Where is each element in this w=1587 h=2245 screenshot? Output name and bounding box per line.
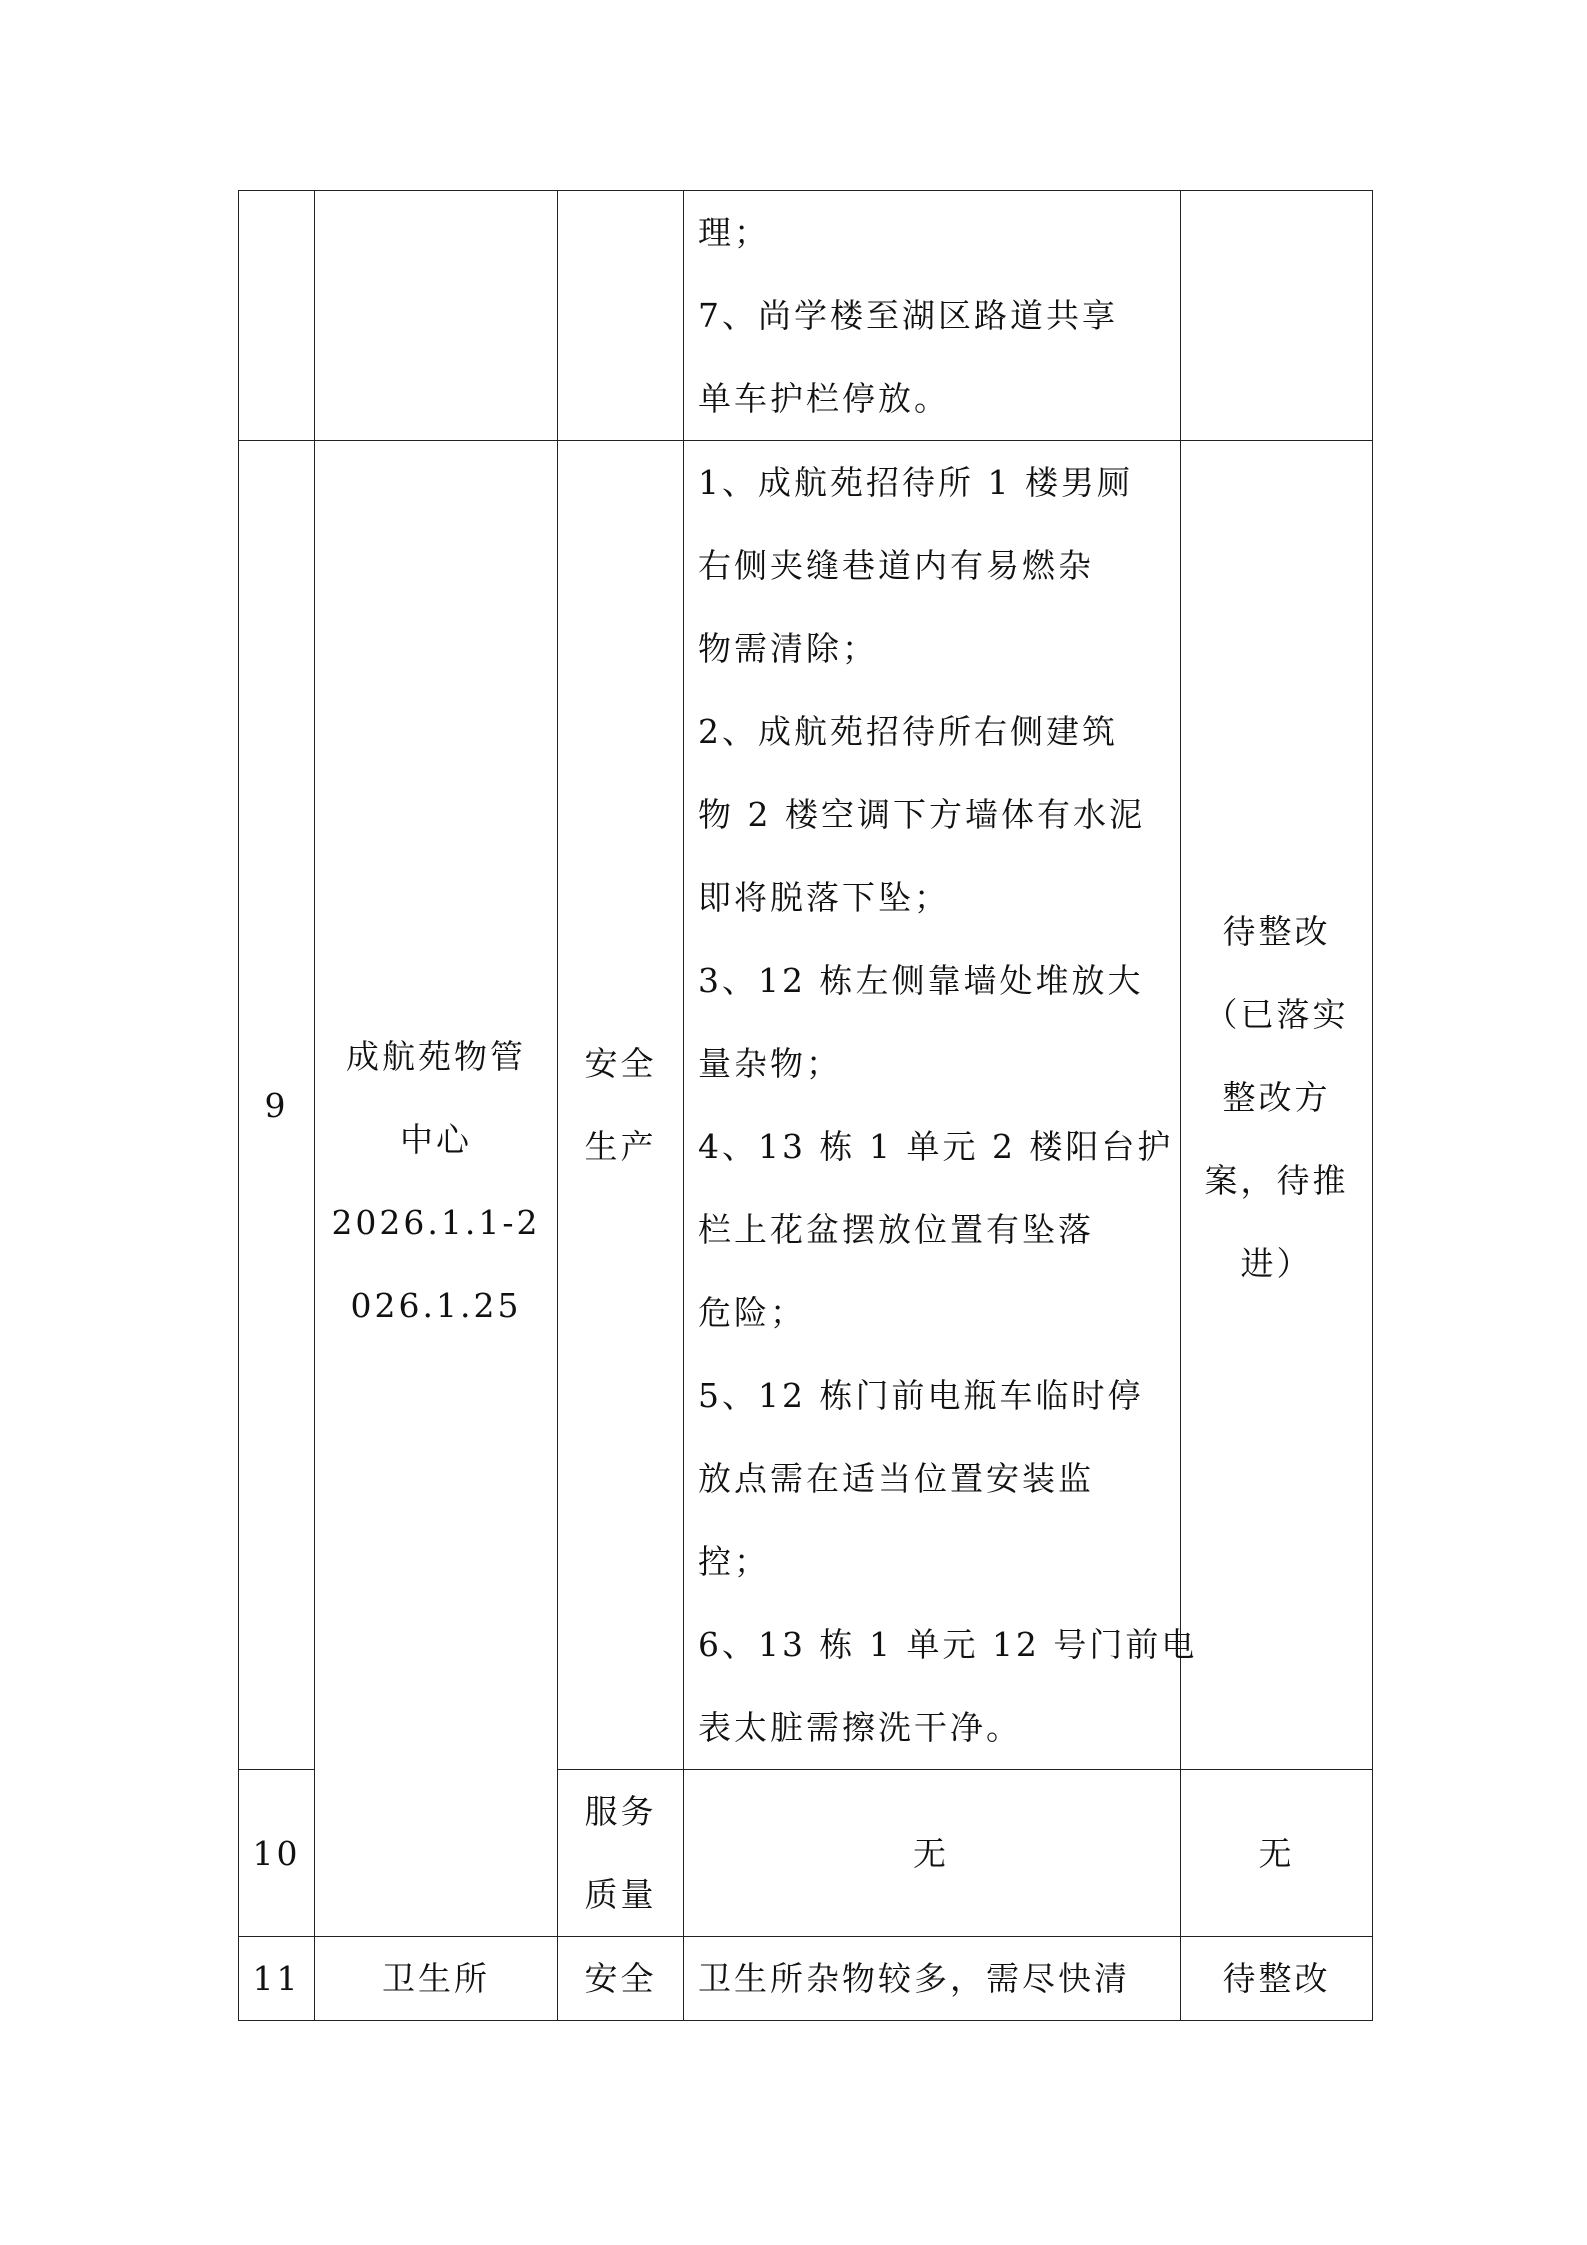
issue-line: 放点需在适当位置安装监 (698, 1459, 1094, 1498)
status-cell (1181, 1937, 1373, 2021)
department-line: 卫生所 (382, 1959, 490, 1998)
issues-cell (684, 441, 1198, 1770)
status-line: （已落实 (1204, 995, 1349, 1034)
table-row-11 (239, 1937, 1373, 2021)
status-line: 待整改 (1222, 1959, 1331, 1998)
status-cell (1181, 191, 1373, 441)
issue-line: 理； (698, 213, 770, 252)
issue-line: 单车护栏停放。 (698, 379, 950, 418)
row-number: 9 (264, 1085, 289, 1125)
status-cell (1181, 1770, 1373, 1937)
issues-cell (684, 191, 1181, 441)
issues-cell (684, 1770, 1181, 1937)
category-cell (558, 1770, 684, 1937)
issue-line: 表太脏需擦洗干净。 (698, 1708, 1022, 1747)
category-cell (558, 1937, 684, 2021)
row-number: 11 (252, 1959, 301, 1998)
status-line: 无 (1258, 1833, 1295, 1873)
row-number-cell (239, 1770, 315, 1937)
issues-cell (684, 1937, 1181, 2021)
issue-line: 物需清除； (698, 629, 878, 668)
row-number-cell (239, 1937, 315, 2021)
status-line: 整改方 (1222, 1078, 1331, 1117)
row-number-cell (239, 441, 315, 1770)
issue-line: 危险； (698, 1293, 806, 1332)
row-number: 10 (252, 1833, 301, 1873)
department-cell (315, 191, 558, 441)
issue-line: 5、12 栋门前电瓶车临时停 (698, 1376, 1144, 1415)
issue-line: 1、成航苑招待所 1 楼男厕 (698, 463, 1133, 502)
department-cell (315, 441, 558, 1937)
issue-line: 7、尚学楼至湖区路道共享 (698, 296, 1118, 335)
issue-line: 物 2 楼空调下方墙体有水泥 (698, 795, 1145, 834)
issue-line: 卫生所杂物较多，需尽快清 (698, 1959, 1130, 1998)
row-number-cell (239, 191, 315, 441)
table-row-continued (239, 191, 1373, 441)
issue-line: 4、13 栋 1 单元 2 楼阳台护 (698, 1127, 1174, 1166)
status-line: 案，待推 (1204, 1161, 1349, 1200)
department-line: 中心 (400, 1120, 472, 1159)
issue-line: 右侧夹缝巷道内有易燃杂 (698, 546, 1094, 585)
issue-line: 无 (913, 1833, 949, 1873)
issue-line: 即将脱落下坠； (698, 878, 950, 917)
inspection-table (238, 190, 1373, 2021)
issue-line: 6、13 栋 1 单元 12 号门前电 (698, 1625, 1198, 1664)
category-line: 服务 (584, 1792, 657, 1831)
department-period-line: 026.1.25 (350, 1286, 522, 1325)
category-cell (558, 191, 684, 441)
department-period-line: 2026.1.1-2 (331, 1203, 541, 1242)
status-line: 进） (1240, 1244, 1313, 1283)
issue-line: 量杂物； (698, 1044, 842, 1083)
category-line: 安全 (584, 1044, 657, 1083)
category-line: 生产 (584, 1127, 657, 1166)
status-cell (1181, 441, 1373, 1770)
department-cell (315, 1937, 558, 2021)
issue-line: 3、12 栋左侧靠墙处堆放大 (698, 961, 1144, 1000)
category-line: 安全 (584, 1959, 657, 1998)
issue-line: 2、成航苑招待所右侧建筑 (698, 712, 1118, 751)
issue-line: 控； (698, 1542, 770, 1581)
category-cell (558, 441, 684, 1770)
status-line: 待整改 (1222, 912, 1331, 951)
table-row-9 (239, 441, 1373, 1770)
issue-line: 栏上花盆摆放位置有坠落 (698, 1210, 1094, 1249)
category-line: 质量 (584, 1875, 657, 1914)
department-line: 成航苑物管 (346, 1037, 526, 1076)
